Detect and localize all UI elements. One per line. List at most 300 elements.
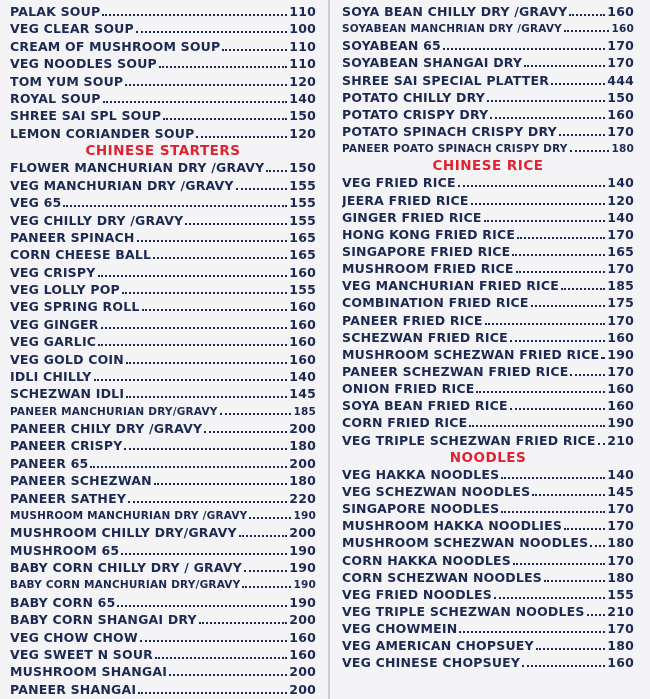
dot-leader [236, 188, 288, 190]
menu-item-name: ONION FRIED RICE [342, 381, 475, 397]
dot-leader [531, 305, 606, 307]
dot-leader [249, 517, 291, 519]
menu-item-price: 200 [289, 455, 316, 471]
menu-item-price: 190 [293, 579, 316, 592]
menu-item-name: POTATO CHILLY DRY [342, 89, 485, 105]
menu-item-name: VEG GARLIC [10, 334, 97, 350]
menu-item [10, 682, 316, 698]
section-heading-chinese-rice: CHINESE RICE [432, 158, 544, 175]
menu-item [10, 230, 316, 246]
menu-item-price: 220 [289, 490, 316, 506]
menu-item-price: 170 [607, 501, 634, 517]
dot-leader [590, 545, 605, 547]
menu-item-price: 210 [607, 432, 634, 448]
menu-item-price: 160 [607, 4, 634, 19]
menu-item [342, 295, 634, 311]
dot-leader [204, 431, 287, 433]
dot-leader [561, 288, 605, 290]
menu-item-name: VEG SPRING ROLL [10, 299, 140, 315]
dot-leader [163, 118, 287, 120]
dot-leader [142, 309, 288, 311]
dot-leader [487, 100, 605, 102]
menu-item-name: CORN HAKKA NOODLES [342, 552, 511, 568]
menu-item-name: PANEER POATO SPINACH CRISPY DRY [342, 143, 568, 156]
menu-item [10, 317, 316, 333]
menu-item-name: VEG FRIED NOODLES [342, 586, 492, 602]
menu-item [10, 74, 316, 90]
dot-leader [501, 511, 605, 513]
menu-item [342, 313, 634, 329]
dot-leader [242, 586, 291, 588]
menu-item [10, 595, 316, 611]
menu-item-price: 185 [607, 278, 634, 294]
menu-item-price: 180 [607, 569, 634, 585]
dot-leader [239, 535, 288, 537]
dot-leader [513, 563, 605, 565]
dot-leader [94, 379, 288, 381]
menu-item-name: VEG TRIPLE SCHEZWAN FRIED RICE [342, 432, 596, 448]
menu-item [10, 386, 316, 402]
menu-item-price: 170 [607, 226, 634, 242]
menu-item [342, 604, 634, 620]
dot-leader [476, 391, 605, 393]
menu-item [10, 543, 316, 559]
menu-item-name: VEG AMERICAN CHOPSUEY [342, 638, 534, 654]
menu-item-name: MUSHROOM 65 [10, 542, 120, 558]
dot-leader [154, 483, 287, 485]
menu-item-price: 150 [289, 108, 316, 124]
menu-item [342, 21, 634, 37]
noodles-list [342, 467, 634, 672]
menu-item-price: 120 [607, 192, 634, 208]
dot-leader [570, 374, 605, 376]
menu-item-name: HONG KONG FRIED RICE [342, 226, 516, 242]
menu-item-name: VEG CHOW CHOW [10, 629, 138, 645]
menu-item [342, 518, 634, 534]
menu-item-price: 145 [289, 386, 316, 402]
menu-item-price: 160 [607, 381, 634, 397]
menu-item-price: 200 [289, 421, 316, 436]
menu-item-name: VEG GINGER [10, 316, 99, 332]
dot-leader [458, 185, 606, 187]
menu-item [10, 664, 316, 680]
menu-item-name: TOM YUM SOUP [10, 73, 124, 89]
dot-leader [516, 271, 606, 273]
menu-item-price: 120 [289, 125, 316, 141]
dot-leader [128, 501, 287, 503]
menu-item [10, 21, 316, 37]
menu-item-price: 140 [607, 209, 634, 225]
menu-item [342, 175, 634, 191]
dot-leader [522, 665, 605, 667]
menu-item-price: 140 [607, 466, 634, 482]
menu-item-name: MUSHROOM MANCHURIAN DRY /GRAVY [10, 509, 248, 522]
menu-item [10, 525, 316, 541]
menu-item-price: 170 [607, 363, 634, 379]
menu-item [10, 108, 316, 124]
menu-item [342, 484, 634, 500]
menu-item [342, 381, 634, 397]
menu-item [342, 73, 634, 89]
menu-item-price: 155 [289, 282, 316, 297]
menu-column-left [10, 4, 316, 699]
menu-item-price: 170 [607, 123, 634, 139]
menu-item [342, 107, 634, 123]
menu-item [342, 570, 634, 586]
menu-item-price: 175 [607, 295, 634, 311]
menu-item-name: POTATO CRISPY DRY [342, 106, 489, 122]
menu-item-price: 180 [289, 438, 316, 454]
menu-item-price: 160 [289, 334, 316, 350]
menu-item-name: VEG CRISPY [10, 264, 96, 280]
menu-item-price: 160 [607, 398, 634, 414]
dot-leader [98, 344, 287, 346]
menu-item-name: VEG CHOWMEIN [342, 621, 458, 637]
dot-leader [517, 237, 605, 239]
dot-leader [510, 340, 605, 342]
menu-item [342, 501, 634, 517]
menu-item-price: 165 [289, 247, 316, 263]
menu-item [10, 630, 316, 646]
menu-item-price: 200 [289, 681, 316, 697]
menu-item [342, 261, 634, 277]
menu-item-price: 165 [289, 229, 316, 245]
menu-item-name: CREAM OF MUSHROOM SOUP [10, 38, 221, 54]
menu-item-price: 155 [289, 195, 316, 211]
menu-item [342, 587, 634, 603]
menu-item-price: 170 [607, 38, 634, 54]
menu-item-name: LEMON CORIANDER SOUP [10, 125, 195, 141]
menu-item-price: 100 [289, 21, 316, 37]
menu-item [10, 421, 316, 437]
menu-item [342, 433, 634, 449]
dot-leader [536, 648, 606, 650]
dot-leader [126, 362, 287, 364]
menu-item-name: BABY CORN SHANGAI DRY [10, 612, 197, 628]
menu-item [10, 282, 316, 298]
menu-item-price: 155 [289, 177, 316, 193]
dot-leader [122, 292, 287, 294]
menu-item-name: VEG CLEAR SOUP [10, 21, 134, 37]
menu-item [10, 560, 316, 576]
menu-item-name: MUSHROOM SCHEZWAN NOODLES [342, 535, 589, 551]
dot-leader [137, 240, 288, 242]
menu-item-price: 200 [289, 525, 316, 541]
menu-item-price: 120 [289, 73, 316, 89]
menu-item [342, 227, 634, 243]
menu-item-name: CORN CHEESE BALL [10, 247, 152, 263]
menu-item-price: 190 [607, 415, 634, 431]
menu-item-name: PANEER SPINACH [10, 229, 135, 245]
menu-item [342, 38, 634, 54]
menu-item-name: MUSHROOM FRIED RICE [342, 261, 514, 277]
starters-continued-list [342, 4, 634, 157]
menu-column-right [342, 4, 634, 672]
menu-item [10, 299, 316, 315]
menu-item [10, 4, 316, 20]
menu-item-name: COMBINATION FRIED RICE [342, 295, 529, 311]
dot-leader [266, 170, 287, 172]
dot-leader [169, 674, 287, 676]
dot-leader [551, 83, 605, 85]
menu-item [342, 90, 634, 106]
menu-item-price: 150 [607, 89, 634, 105]
menu-item [10, 160, 316, 176]
dot-leader [459, 631, 605, 633]
dot-leader [512, 254, 605, 256]
dot-leader [532, 494, 605, 496]
menu-item-price: 160 [289, 351, 316, 367]
menu-item-name: SCHEZWAN IDLI [10, 386, 125, 402]
menu-item-name: SHREE SAI SPL SOUP [10, 108, 162, 124]
dot-leader [443, 48, 605, 50]
dot-leader [138, 692, 287, 694]
menu-item-name: SCHEZWAN FRIED RICE [342, 329, 508, 345]
dot-leader [196, 136, 287, 138]
menu-item-name: SINGAPORE FRIED RICE [342, 243, 511, 259]
menu-item-name: PANEER CRISPY [10, 438, 123, 454]
menu-item [10, 612, 316, 628]
menu-item [10, 195, 316, 211]
dot-leader [601, 357, 605, 359]
menu-item-price: 180 [289, 473, 316, 489]
menu-item-name: VEG MANCHURIAN DRY /GRAVY [10, 177, 234, 193]
menu-item-price: 160 [289, 629, 316, 645]
menu-item-name: PANEER 65 [10, 455, 89, 471]
dot-leader [136, 31, 287, 33]
menu-item [10, 456, 316, 472]
menu-item [342, 415, 634, 431]
dot-leader [185, 223, 287, 225]
dot-leader [244, 570, 287, 572]
menu-item [342, 364, 634, 380]
dot-leader [90, 466, 287, 468]
dot-leader [490, 117, 605, 119]
menu-item-price: 110 [289, 38, 316, 54]
menu-item-price: 170 [607, 518, 634, 534]
menu-item-name: VEG 65 [10, 195, 62, 211]
dot-leader [501, 477, 605, 479]
menu-item [342, 655, 634, 671]
menu-item-price: 210 [607, 603, 634, 619]
menu-item-name: VEG LOLLY POP [10, 282, 120, 297]
dot-leader [564, 30, 610, 32]
menu-item [10, 39, 316, 55]
section-heading-noodles: NOODLES [449, 449, 527, 466]
menu-item-name: SOYABEAN 65 [342, 38, 441, 54]
menu-item [342, 621, 634, 637]
menu-item [10, 491, 316, 507]
dot-leader [564, 528, 605, 530]
menu-item-name: MUSHROOM CHILLY DRY/GRAVY [10, 525, 237, 541]
menu-item [10, 334, 316, 350]
menu-item-price: 190 [289, 542, 316, 558]
menu-item-price: 185 [293, 405, 316, 418]
menu-item-name: SOYABEAN MANCHRIAN DRY /GRAVY [342, 23, 562, 36]
menu-item [10, 213, 316, 229]
menu-item [10, 404, 316, 420]
menu-item-name: ROYAL SOUP [10, 90, 101, 106]
menu-item [342, 193, 634, 209]
menu-item-price: 160 [289, 299, 316, 315]
menu-item [10, 473, 316, 489]
menu-item [10, 126, 316, 142]
menu-item-name: VEG MANCHURIAN FRIED RICE [342, 278, 560, 294]
menu-item-name: BABY CORN CHILLY DRY / GRAVY [10, 560, 243, 575]
menu-item-price: 110 [289, 56, 316, 72]
dot-leader [570, 150, 610, 152]
menu-item-price: 180 [611, 143, 634, 156]
menu-item-price: 155 [289, 212, 316, 228]
menu-item-price: 165 [607, 243, 634, 259]
menu-item-name: BABY CORN 65 [10, 594, 116, 610]
menu-item-price: 170 [607, 312, 634, 328]
menu-item-name: SOYA BEAN CHILLY DRY /GRAVY [342, 4, 568, 19]
dot-leader [103, 101, 288, 103]
dot-leader [587, 614, 606, 616]
menu-item-name: PANEER SCHEZWAN FRIED RICE [342, 363, 569, 379]
menu-item-price: 170 [607, 621, 634, 637]
menu-item [342, 124, 634, 140]
menu-item-name: CORN FRIED RICE [342, 415, 468, 431]
menu-item [10, 91, 316, 107]
menu-item [10, 369, 316, 385]
menu-item-price: 170 [607, 261, 634, 277]
menu-item-price: 200 [289, 664, 316, 680]
menu-item-name: PALAK SOUP [10, 4, 101, 19]
menu-item-name: PANEER SATHEY [10, 490, 127, 506]
menu-item-price: 145 [607, 483, 634, 499]
starters-list [10, 160, 316, 697]
dot-leader [102, 14, 287, 16]
menu-item-price: 160 [607, 106, 634, 122]
menu-item-name: MUSHROOM SHANGAI [10, 664, 168, 680]
menu-item-name: VEG TRIPLE SCHEZWAN NOODLES [342, 603, 585, 619]
menu-item [342, 244, 634, 260]
menu-item-price: 110 [289, 4, 316, 19]
menu-item-name: CORN SCHEZWAN NOODLES [342, 569, 542, 585]
menu-item-name: VEG FRIED RICE [342, 175, 456, 191]
menu-item-name: POTATO SPINACH CRISPY DRY [342, 123, 557, 139]
dot-leader [494, 597, 605, 599]
menu-item-price: 190 [289, 560, 316, 575]
dot-leader [124, 448, 287, 450]
dot-leader [98, 275, 288, 277]
dot-leader [121, 553, 287, 555]
menu-item-name: VEG HAKKA NOODLES [342, 466, 500, 482]
menu-item-price: 160 [607, 329, 634, 345]
dot-leader [117, 605, 287, 607]
menu-item-price: 140 [289, 90, 316, 106]
menu-item [342, 210, 634, 226]
dot-leader [569, 14, 605, 16]
menu-item-price: 190 [607, 346, 634, 362]
menu-item-name: JEERA FRIED RICE [342, 192, 469, 208]
menu-item-price: 140 [289, 368, 316, 384]
menu-item [342, 535, 634, 551]
menu-item-price: 190 [289, 594, 316, 610]
menu-item [10, 56, 316, 72]
menu-item [342, 141, 634, 157]
dot-leader [155, 657, 287, 659]
dot-leader [524, 65, 605, 67]
menu-item-name: VEG GOLD COIN [10, 351, 124, 367]
menu-item [342, 4, 634, 20]
menu-item-price: 190 [293, 509, 316, 522]
menu-item-name: SOYABEAN SHANGAI DRY [342, 55, 523, 71]
menu-item-name: VEG NOODLES SOUP [10, 56, 157, 72]
soup-list [10, 4, 316, 142]
dot-leader [544, 580, 605, 582]
dot-leader [484, 220, 606, 222]
menu-item [10, 247, 316, 263]
menu-item-name: PANEER FRIED RICE [342, 312, 483, 328]
menu-item-price: 160 [289, 316, 316, 332]
dot-leader [159, 66, 287, 68]
menu-item [10, 352, 316, 368]
menu-item-price: 160 [289, 264, 316, 280]
menu-item [10, 438, 316, 454]
menu-item-price: 155 [607, 586, 634, 602]
menu-item-name: MUSHROOM SCHEZWAN FRIED RICE [342, 346, 600, 362]
menu-item [10, 265, 316, 281]
dot-leader [510, 408, 606, 410]
menu-item-name: PANEER CHILY DRY /GRAVY [10, 421, 203, 436]
dot-leader [126, 396, 287, 398]
menu-item-price: 160 [289, 646, 316, 662]
menu-item-name: PANEER SCHEZWAN [10, 473, 152, 489]
dot-leader [125, 84, 287, 86]
dot-leader [222, 49, 287, 51]
menu-item-name: VEG CHILLY DRY /GRAVY [10, 212, 184, 228]
menu-item-name: VEG SWEET N SOUR [10, 646, 153, 662]
menu-item-name: MUSHROOM HAKKA NOODLIES [342, 518, 563, 534]
menu-item-name: BABY CORN MANCHURIAN DRY/GRAVY [10, 579, 241, 592]
dot-leader [598, 443, 606, 445]
menu-item-price: 180 [607, 638, 634, 654]
menu-item-name: FLOWER MANCHURIAN DRY /GRAVY [10, 160, 265, 176]
menu-item-price: 170 [607, 55, 634, 71]
menu-item [10, 508, 316, 524]
menu-item-name: VEG SCHEZWAN NOODLES [342, 483, 531, 499]
menu-item [342, 330, 634, 346]
dot-leader [140, 640, 287, 642]
menu-item-name: SOYA BEAN FRIED RICE [342, 398, 508, 414]
column-divider [328, 0, 330, 699]
menu-item-price: 140 [607, 175, 634, 191]
dot-leader [469, 425, 605, 427]
dot-leader [485, 323, 606, 325]
menu-item [342, 278, 634, 294]
dot-leader [220, 413, 292, 415]
menu-item-price: 200 [289, 612, 316, 628]
dot-leader [559, 134, 605, 136]
menu-item-name: SHREE SAI SPECIAL PLATTER [342, 72, 550, 88]
menu-item [342, 398, 634, 414]
dot-leader [153, 257, 287, 259]
menu-item-name: GINGER FRIED RICE [342, 209, 482, 225]
menu-item-price: 150 [289, 160, 316, 176]
menu-item-name: IDLI CHILLY [10, 368, 92, 384]
menu-item [10, 178, 316, 194]
dot-leader [63, 205, 287, 207]
menu-item-price: 180 [607, 535, 634, 551]
section-heading-chinese-starters: CHINESE STARTERS [85, 143, 241, 159]
menu-item-name: VEG CHINESE CHOPSUEY [342, 655, 521, 671]
dot-leader [101, 327, 288, 329]
rice-list [342, 175, 634, 448]
menu-item [342, 553, 634, 569]
